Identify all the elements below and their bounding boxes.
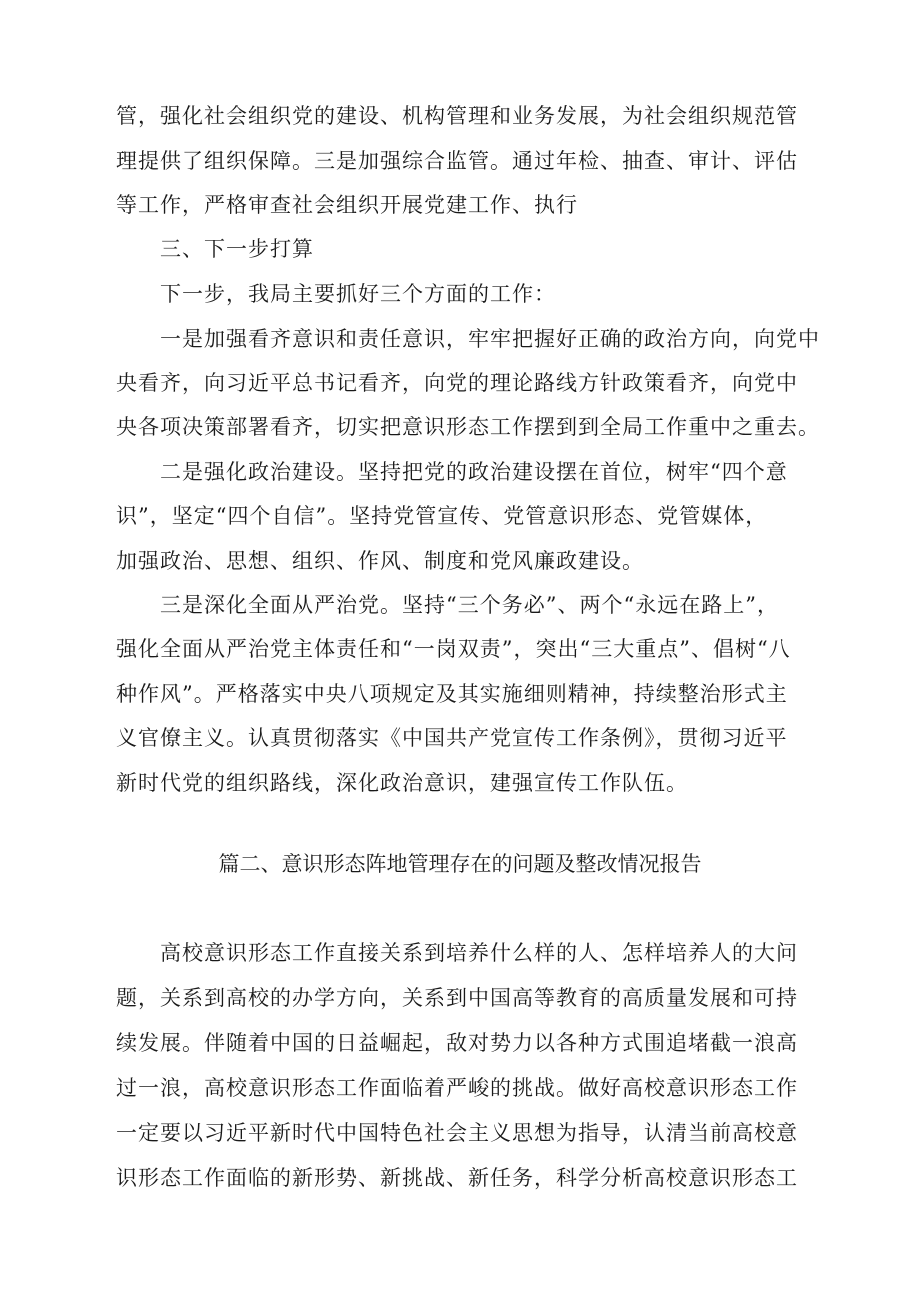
body-line: 题，关系到高校的办学方向，关系到中国高等教育的高质量发展和可持 (116, 986, 798, 1010)
body-line: 高校意识形态工作直接关系到培养什么样的人、怎样培养人的大问 (160, 941, 798, 965)
intro-line: 下一步，我局主要抓好三个方面的工作： (160, 282, 556, 306)
item3-line: 种作风”。严格落实中央八项规定及其实施细则精神，持续整治形式主 (116, 682, 788, 706)
item1-line: 央各项决策部署看齐，切实把意识形态工作摆到到全局工作重中之重去。 (116, 415, 820, 439)
item2-line: 二是强化政治建设。坚持把党的政治建设摆在首位，树牢“四个意 (160, 460, 788, 484)
item3-line: 义官僚主义。认真贯彻落实《中国共产党宣传工作条例》，贯彻习近平 (116, 726, 788, 750)
body-line: 过一浪，高校意识形态工作面临着严峻的挑战。做好高校意识形态工作 (116, 1076, 798, 1100)
paragraph-line: 理提供了组织保障。三是加强综合监管。通过年检、抽查、审计、评估 (116, 149, 798, 173)
paragraph-line: 等工作，严格审查社会组织开展党建工作、执行 (116, 193, 578, 217)
item3-line: 强化全面从严治党主体责任和“一岗双责”，突出“三大重点”、倡树“八 (116, 637, 791, 661)
item2-line: 加强政治、思想、组织、作风、制度和党风廉政建设。 (116, 549, 644, 573)
item2-line: 识”，坚定“四个自信”。坚持党管宣传、党管意识形态、党管媒体， (116, 504, 768, 528)
body-line: 续发展。伴随着中国的日益崛起，敌对势力以各种方式围追堵截一浪高 (116, 1031, 798, 1055)
body-line: 识形态工作面临的新形势、新挑战、新任务，科学分析高校意识形态工 (116, 1166, 798, 1190)
item3-line: 三是深化全面从严治党。坚持“三个务必”、两个“永远在路上”， (160, 593, 779, 617)
document-title: 篇二、意识形态阵地管理存在的问题及整改情况报告 (218, 852, 702, 876)
item1-line: 一是加强看齐意识和责任意识，牢牢把握好正确的政治方向，向党中 (160, 327, 820, 351)
paragraph-line: 管，强化社会组织党的建设、机构管理和业务发展，为社会组织规范管 (116, 104, 798, 128)
section-heading: 三、下一步打算 (160, 237, 314, 261)
body-line: 一定要以习近平新时代中国特色社会主义思想为指导，认清当前高校意 (116, 1121, 798, 1145)
item3-line: 新时代党的组织路线，深化政治意识，建强宣传工作队伍。 (116, 771, 688, 795)
item1-line: 央看齐，向习近平总书记看齐，向党的理论路线方针政策看齐，向党中 (116, 371, 798, 395)
